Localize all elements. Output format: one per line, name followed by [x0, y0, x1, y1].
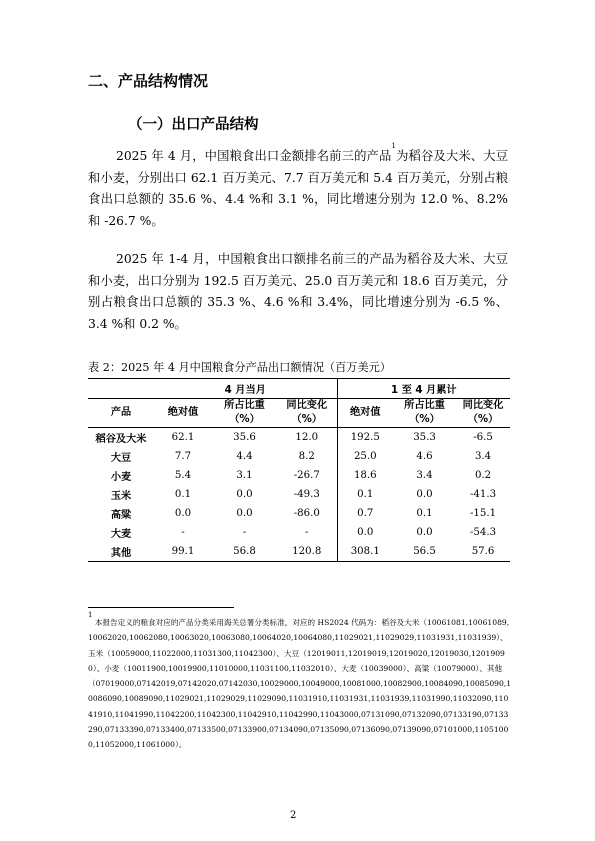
product-name-cell: 高粱: [110, 510, 132, 521]
value-cell: 0.0: [416, 489, 433, 500]
value-cell: -: [242, 527, 247, 538]
value-cell: 3.4: [416, 470, 433, 481]
value-cell: -: [181, 527, 185, 538]
header-ytd-share: [393, 399, 456, 428]
value-cell: 192.5: [337, 428, 393, 448]
product-name-cell: 其他: [88, 542, 154, 562]
group-header-jan-apr: 1 至 4 月累计: [337, 379, 510, 399]
header-unit: （%）: [409, 414, 440, 425]
table-row: [88, 542, 510, 562]
header-unit: （%）: [291, 414, 323, 425]
header-ytd-absolute: [337, 399, 393, 428]
page-number: 2: [290, 810, 297, 821]
value-cell: 8.2: [298, 451, 315, 462]
header-april-share: [212, 399, 277, 428]
paragraph1-text-b: 为稻谷及大米、大豆和小麦，分别出口 62.1 百万美元、7.7 百万美元和 5.4 百万美元，分别占粮食出口总额的 35.6 %、4.4 %和 3.1 %，同比增速分别为 12.0 %、8.2%和 -26.7 %。: [88, 149, 508, 228]
value-cell: -49.3: [293, 489, 320, 500]
value-cell: 7.7: [174, 451, 192, 462]
value-cell: 0.1: [174, 489, 192, 500]
table-group-header-row: [88, 379, 510, 399]
value-cell: 0.0: [416, 527, 433, 538]
value-cell: 0.7: [337, 504, 393, 523]
value-cell: 57.6: [456, 542, 510, 562]
value-cell: 4.6: [416, 451, 433, 462]
value-cell: 12.0: [277, 428, 337, 448]
header-unit: （%）: [229, 414, 260, 425]
value-cell: 56.8: [212, 542, 277, 562]
subsection-title: （一）出口产品结构: [128, 117, 259, 133]
paragraph-april-exports: [88, 142, 508, 232]
value-cell: 18.6: [337, 466, 393, 485]
table-caption: 表 2：2025 年 4 月中国粮食分产品出口额情况（百万美元）: [88, 361, 392, 374]
value-cell: 0.2: [474, 470, 492, 481]
value-cell: -15.1: [469, 508, 497, 519]
header-line: 所占比重: [224, 400, 265, 411]
header-line: 所占比重: [404, 400, 445, 411]
product-name-cell: 小麦: [110, 472, 132, 483]
header-unit: （%）: [467, 414, 499, 425]
value-cell: 35.3: [393, 428, 456, 448]
footnote: [88, 611, 512, 753]
header-april-absolute: [154, 399, 212, 428]
value-cell: 3.1: [236, 470, 253, 481]
product-name-cell: 大豆: [110, 453, 132, 464]
header-line: 绝对值: [350, 407, 381, 418]
table-row: [88, 428, 510, 448]
header-line: 同比变化: [286, 400, 328, 411]
footnote-text: 本报告定义的粮食对应的产品分类采用海关总署分类标准，对应的 HS2024 代码为：稻谷及大米（10061081,10061089,10062020,10062080,10063020,10063080,10064020,10064080,11029021,11029029,11031931,11031939）、玉米（10059000,11022000,11031300,11042300）、大豆（12019011,12019019,12019020,12019030,12019090）、小麦（10011900,10019900,11010000,11031100,11032010）、大麦（10039000）、高粱（10079000）、其他（07019000,07142019,07142020,07142030,10029000,10049000,10081000,10082900,10084090,10085090,10086090,10089090,11029021,11029029,11029090,11031910,11031931,11031939,11031990,11032090,11041910,11041990,11042200,11042300,11042910,11042990,11043000,07131090,07132090,07133190,07133290,07133390,07133400,07133500,07133900,07134090,07135090,07136090,07139090,07101000,11051000,11052000,11061000）。: [88, 618, 512, 750]
header-ytd-yoy: [456, 399, 510, 428]
header-line: 同比变化: [462, 400, 504, 411]
value-cell: 0.0: [236, 508, 253, 519]
section-title: 二、产品结构情况: [88, 72, 209, 90]
product-column-header: 产品: [88, 399, 154, 428]
value-cell: -: [305, 527, 309, 538]
value-cell: -54.3: [469, 527, 497, 538]
group-header-april: 4 月当月: [154, 379, 337, 399]
value-cell: 308.1: [337, 542, 393, 562]
value-cell: -26.7: [293, 470, 320, 481]
table-body: [88, 428, 510, 562]
value-cell: 3.4: [474, 451, 492, 462]
value-cell: -86.0: [293, 508, 320, 519]
paragraph-jan-apr-exports: 2025 年 1-4 月，中国粮食出口额排名前三的产品为稻谷及大米、大豆和小麦，出口分别为 192.5 百万美元、25.0 百万美元和 18.6 百万美元，分别占粮食出口总额的 35.3 %、4.6 %和 3.4%，同比增速分别为 -6.5 %、3.4 %和 0.2 %。: [88, 252, 508, 331]
value-cell: 35.6: [212, 428, 277, 448]
value-cell: 99.1: [154, 542, 212, 562]
product-name-cell: 大麦: [110, 529, 132, 540]
header-april-yoy: [277, 399, 337, 428]
footnote-mark: 1: [88, 611, 93, 619]
table-row: [88, 466, 510, 485]
value-cell: 25.0: [337, 447, 393, 466]
value-cell: 0.0: [236, 489, 253, 500]
value-cell: -6.5: [456, 428, 510, 448]
value-cell: 4.4: [236, 451, 253, 462]
value-cell: 120.8: [277, 542, 337, 562]
value-cell: 5.4: [174, 470, 192, 481]
table-row: [88, 485, 510, 504]
value-cell: 56.5: [393, 542, 456, 562]
footnote-ref[interactable]: 1: [391, 142, 396, 150]
value-cell: 0.0: [174, 508, 192, 519]
value-cell: 62.1: [154, 428, 212, 448]
export-by-product-table: [88, 378, 510, 562]
table-row: [88, 447, 510, 466]
table-sub-header-row: [88, 399, 510, 428]
table-row: [88, 504, 510, 523]
table-row: [88, 523, 510, 542]
footnote-divider: [88, 607, 234, 608]
product-name-cell: 玉米: [110, 491, 132, 502]
header-line: 绝对值: [167, 407, 199, 418]
value-cell: -41.3: [469, 489, 497, 500]
value-cell: 0.0: [337, 523, 393, 542]
value-cell: 0.1: [337, 485, 393, 504]
paragraph1-text-a: 2025 年 4 月，中国粮食出口金额排名前三的产品: [116, 149, 392, 163]
product-name-cell: 稻谷及大米: [88, 428, 154, 448]
value-cell: 0.1: [416, 508, 433, 519]
